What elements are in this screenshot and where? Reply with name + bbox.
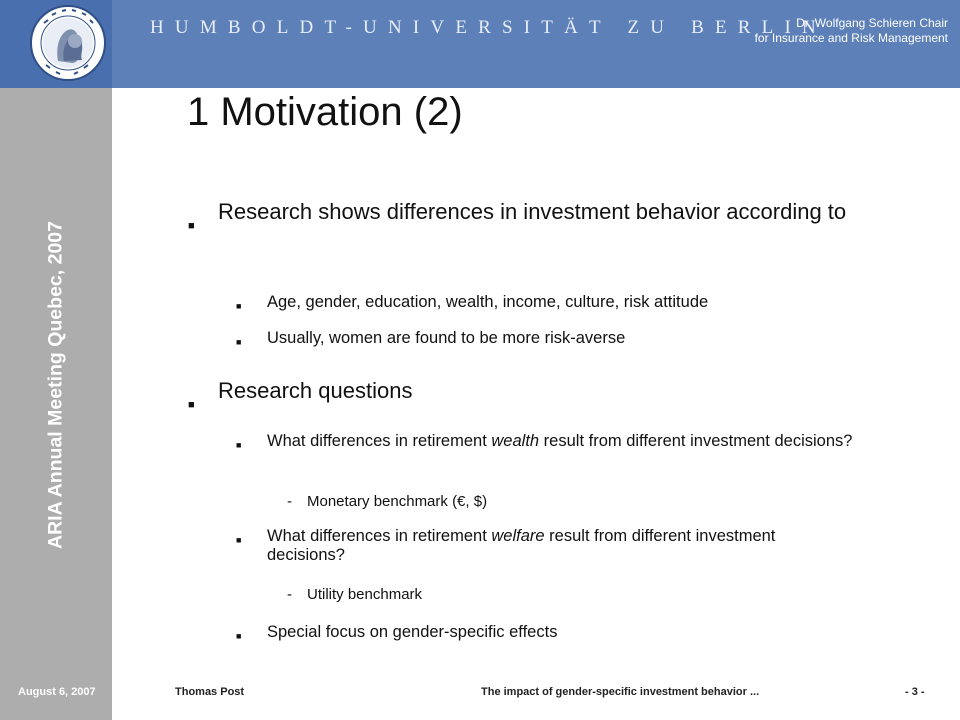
logo-box	[0, 0, 112, 88]
university-seal-icon	[28, 3, 108, 83]
sub-bullet-text: What differences in retirement wealth result from different investment decisions?	[267, 432, 853, 450]
slide-title: 1 Motivation (2)	[187, 90, 463, 134]
sub-bullet-text: What differences in retirement welfare result from different investment decisions?	[267, 527, 776, 564]
sub-bullet-item	[236, 623, 856, 642]
detail-text: Utility benchmark	[307, 586, 423, 603]
chair-line-1: Dr. Wolfgang Schieren Chair	[796, 16, 948, 30]
sub-bullet-item	[236, 432, 856, 451]
page-number: - 3 -	[905, 686, 925, 698]
footer-talk-title: The impact of gender-specific investment behavior ...	[481, 686, 760, 698]
detail-item	[287, 493, 487, 511]
conference-label: ARIA Annual Meeting Quebec, 2007	[44, 221, 67, 549]
square-bullet-icon: ■	[236, 337, 242, 347]
footer-date: August 6, 2007	[18, 686, 96, 698]
sub-bullet-text: Age, gender, education, wealth, income, culture, risk attitude	[267, 293, 709, 311]
bullet-text: Research questions	[218, 378, 413, 403]
chair-name	[755, 16, 948, 46]
bullet-item	[188, 373, 868, 409]
bullet-item	[188, 194, 868, 230]
square-bullet-icon: ■	[236, 440, 242, 450]
square-bullet-icon: ■	[188, 220, 195, 232]
chair-line-2: for Insurance and Risk Management	[754, 31, 948, 45]
university-name: HUMBOLDT-UNIVERSITÄT ZU BERLIN	[150, 17, 827, 38]
sub-bullet-text: Usually, women are found to be more risk-averse	[267, 329, 626, 347]
square-bullet-icon: ■	[236, 301, 242, 311]
square-bullet-icon: ■	[236, 631, 242, 641]
dash-bullet-icon: -	[287, 586, 292, 603]
header-bar	[0, 0, 960, 88]
detail-item	[287, 586, 422, 604]
square-bullet-icon: ■	[236, 535, 242, 545]
emphasis-text: wealth	[491, 432, 540, 450]
square-bullet-icon: ■	[188, 399, 195, 411]
sub-bullet-item	[236, 293, 856, 312]
detail-text: Monetary benchmark (€, $)	[307, 493, 488, 510]
emphasis-text: welfare	[491, 527, 545, 545]
sub-bullet-item	[236, 527, 856, 565]
sub-bullet-item	[236, 329, 856, 348]
dash-bullet-icon: -	[287, 493, 292, 510]
sub-bullet-text: Special focus on gender-specific effects	[267, 623, 558, 641]
bullet-text: Research shows differences in investment behavior according to	[218, 199, 847, 224]
footer-author: Thomas Post	[175, 686, 245, 698]
